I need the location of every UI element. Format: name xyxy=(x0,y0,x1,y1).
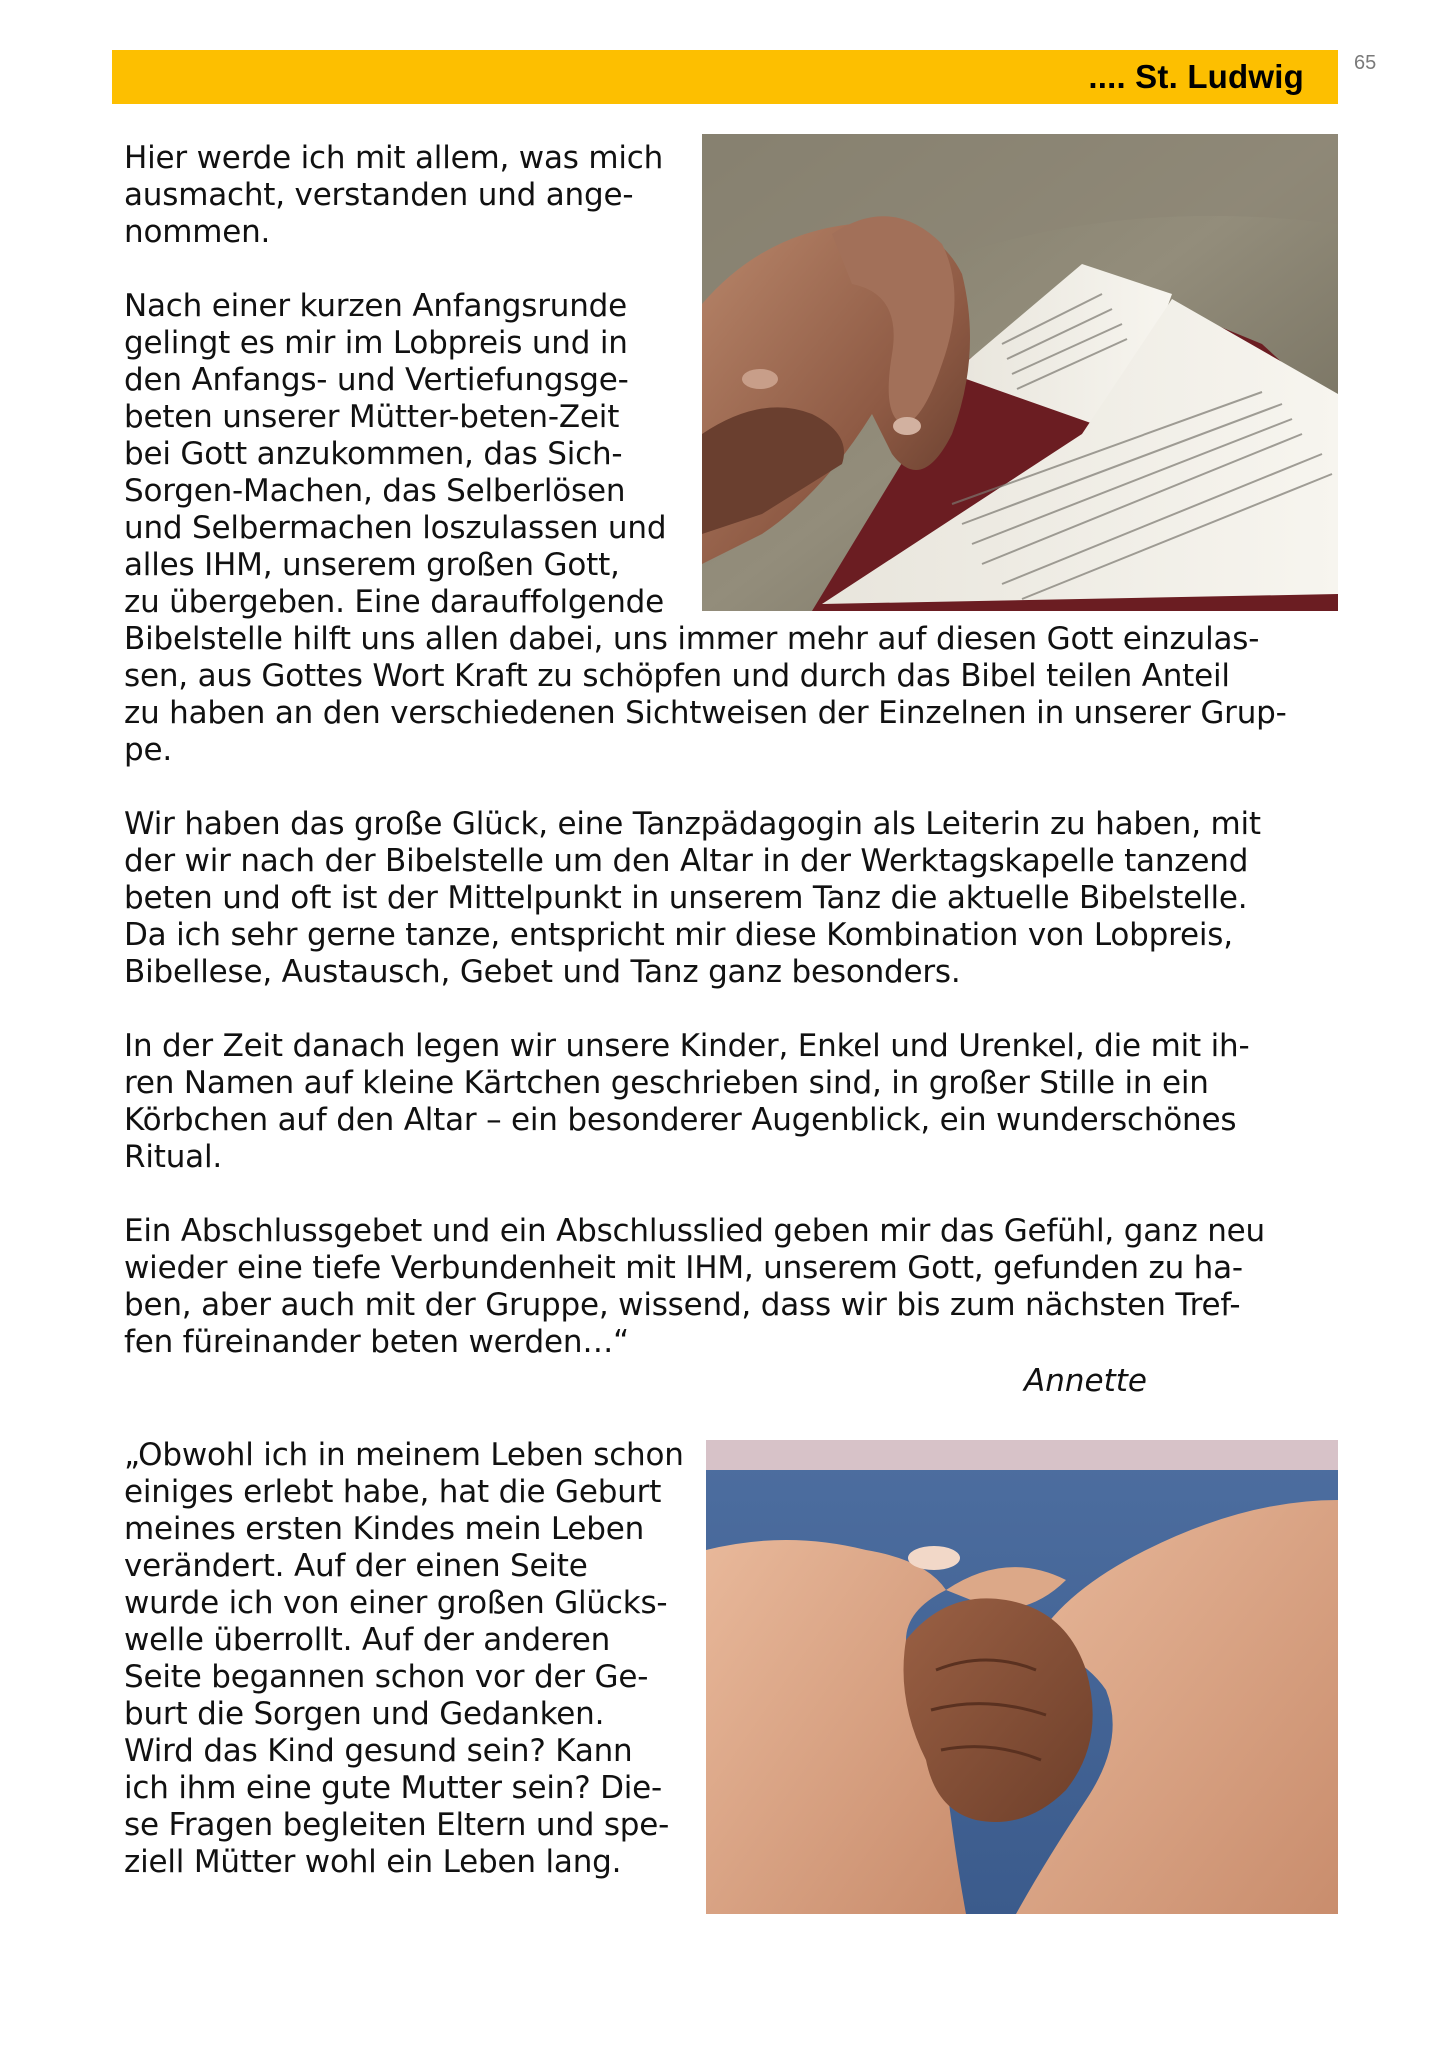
text-line: und Selbermachen loszulassen und xyxy=(124,510,667,546)
holding-hands-photo xyxy=(706,1440,1338,1914)
text-line: Hier werde ich mit allem, was mich xyxy=(124,140,664,176)
text-line: zu haben an den verschiedenen Sichtweisen der Einzelnen in unserer Grup- xyxy=(124,695,1287,731)
text-line: Sorgen-Machen, das Selberlösen xyxy=(124,473,626,509)
text-line: alles IHM, unserem großen Gott, xyxy=(124,547,620,583)
text-line: wurde ich von einer großen Glücks- xyxy=(124,1585,668,1621)
text-line: bei Gott anzukommen, das Sich- xyxy=(124,436,623,472)
text-line: Wird das Kind gesund sein? Kann xyxy=(124,1733,633,1769)
text-line: den Anfangs- und Vertiefungsge- xyxy=(124,362,629,398)
text-line: Körbchen auf den Altar – ein besonderer Augenblick, ein wunderschönes xyxy=(124,1102,1237,1138)
text-line: ben, aber auch mit der Gruppe, wissend, dass wir bis zum nächsten Tref- xyxy=(124,1287,1241,1323)
text-line: beten unserer Mütter-beten-Zeit xyxy=(124,399,620,435)
page-number: 65 xyxy=(1354,52,1377,74)
section-title: .... St. Ludwig xyxy=(1088,58,1304,95)
text-line: ich ihm eine gute Mutter sein? Die- xyxy=(124,1770,663,1806)
text-line: pe. xyxy=(124,732,173,768)
text-line: meines ersten Kindes mein Leben xyxy=(124,1511,645,1547)
text-line: ziell Mütter wohl ein Leben lang. xyxy=(124,1844,622,1880)
text-line: Bibelstelle hilft uns allen dabei, uns immer mehr auf diesen Gott einzulas- xyxy=(124,621,1260,657)
text-line: verändert. Auf der einen Seite xyxy=(124,1548,588,1584)
text-line: ausmacht, verstanden und ange- xyxy=(124,177,634,213)
text-line: „Obwohl ich in meinem Leben schon xyxy=(124,1437,684,1473)
text-line: nommen. xyxy=(124,214,271,250)
text-line: Ein Abschlussgebet und ein Abschlusslied geben mir das Gefühl, ganz neu xyxy=(124,1213,1265,1249)
praying-hands-photo xyxy=(702,134,1338,611)
text-line: Bibellese, Austausch, Gebet und Tanz ganz besonders. xyxy=(124,954,961,990)
text-line: beten und oft ist der Mittelpunkt in unserem Tanz die aktuelle Bibelstelle. xyxy=(124,880,1248,916)
text-line: ren Namen auf kleine Kärtchen geschrieben sind, in großer Stille in ein xyxy=(124,1065,1209,1101)
text-line: Nach einer kurzen Anfangsrunde xyxy=(124,288,628,324)
author-signature: Annette xyxy=(1024,1363,1147,1399)
header-bar xyxy=(112,50,1338,104)
text-line: sen, aus Gottes Wort Kraft zu schöpfen und durch das Bibel teilen Anteil xyxy=(124,658,1230,694)
text-line: zu übergeben. Eine darauffolgende xyxy=(124,584,665,620)
text-line: se Fragen begleiten Eltern und spe- xyxy=(124,1807,670,1843)
text-line: Ritual. xyxy=(124,1139,223,1175)
text-line: In der Zeit danach legen wir unsere Kinder, Enkel und Urenkel, die mit ih- xyxy=(124,1028,1250,1064)
text-line: fen füreinander beten werden…“ xyxy=(124,1324,630,1360)
text-line: wieder eine tiefe Verbundenheit mit IHM, unserem Gott, gefunden zu ha- xyxy=(124,1250,1243,1286)
text-line: welle überrollt. Auf der anderen xyxy=(124,1622,611,1658)
text-line: gelingt es mir im Lobpreis und in xyxy=(124,325,628,361)
text-line: Da ich sehr gerne tanze, entspricht mir diese Kombination von Lobpreis, xyxy=(124,917,1233,953)
text-line: Seite begannen schon vor der Ge- xyxy=(124,1659,649,1695)
text-line: einiges erlebt habe, hat die Geburt xyxy=(124,1474,662,1510)
text-line: der wir nach der Bibelstelle um den Altar in der Werktagskapelle tanzend xyxy=(124,843,1249,879)
text-line: Wir haben das große Glück, eine Tanzpädagogin als Leiterin zu haben, mit xyxy=(124,806,1261,842)
text-line: burt die Sorgen und Gedanken. xyxy=(124,1696,605,1732)
